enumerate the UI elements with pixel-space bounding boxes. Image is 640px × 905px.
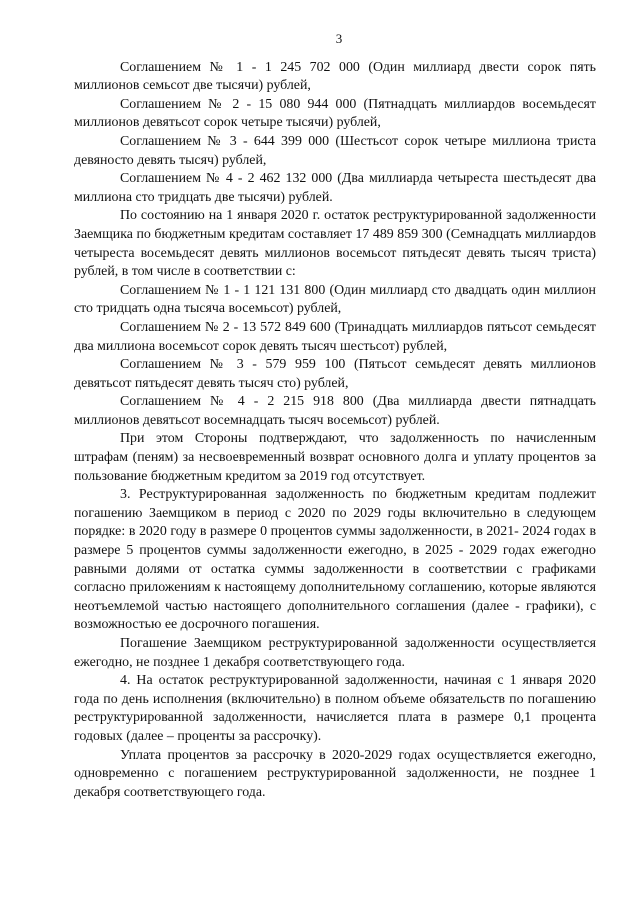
paragraph-agreement-2: Соглашением № 2 - 15 080 944 000 (Пятнадцать миллиардов восемьдесят миллионов девятьсот сорок четыре тысячи) рублей, — [74, 96, 596, 131]
paragraph-agreement-3: Соглашением № 3 - 644 399 000 (Шестьсот сорок четыре миллиона триста девяносто девять тысяч) рублей, — [74, 133, 596, 168]
paragraph-balance-agreement-3: Соглашением № 3 - 579 959 100 (Пятьсот семьдесят девять миллионов девятьсот пятьдесят девять тысяч сто) рублей, — [74, 357, 596, 391]
paragraph-repayment-deadline: Погашение Заемщиком реструктурированной задолженности осуществляется ежегодно, не позднее 1 декабря соответствующего года. — [74, 636, 596, 670]
paragraph-agreement-1: Соглашением № 1 - 1 245 702 000 (Один миллиард двести сорок пять миллионов семьсот две тысячи) рублей, — [74, 59, 596, 94]
paragraph-clause-4: 4. На остаток реструктурированной задолженности, начиная с 1 января 2020 года по день исполнения (включительно) в полном объеме обязательств по погашению реструктурированной задолженности, начисляется плата в размере 0,1 процента годовых (далее – проценты за рассрочку). — [74, 673, 596, 744]
paragraph-interest-payment: Уплата процентов за рассрочку в 2020-2029 годах осуществляется ежегодно, одновременно с погашением реструктурированной задолженности, не позднее 1 декабря соответствующего года. — [74, 747, 596, 800]
paragraph-agreement-4: Соглашением № 4 - 2 462 132 000 (Два миллиарда четыреста шестьдесят два миллиона сто тридцать две тысячи) рублей. — [74, 171, 596, 205]
page-number: 3 — [335, 31, 343, 46]
paragraph-clause-3: 3. Реструктурированная задолженность по бюджетным кредитам подлежит погашению Заемщиком в период с 2020 по 2029 годы включительно в следующем порядке: в 2020 году в размере 0 процентов суммы задолженности, в 2021- 2024 годах в размере 5 процентов суммы задолженности ежегодно, в 2025 - 2029 годах ежегодно равными долями от остатка суммы задолженности в соответствии с графиками согласно приложениям к настоящему дополнительному соглашению, которые являются неотъемлемой частью настоящего дополнительного соглашения (далее - графики), с возможностью ее досрочного погашения. — [74, 487, 596, 633]
paragraph-balance-agreement-4: Соглашением № 4 - 2 215 918 800 (Два миллиарда двести пятнадцать миллионов девятьсот восемнадцать тысяч восемьсот) рублей. — [74, 394, 596, 428]
paragraph-balance-agreement-2: Соглашением № 2 - 13 572 849 600 (Тринадцать миллиардов пятьсот семьдесят два миллиона восемьсот сорок девять тысяч шестьсот) рублей, — [74, 319, 596, 354]
paragraph-penalties: При этом Стороны подтверждают, что задолженность по начисленным штрафам (пеням) за несвоевременный возврат основного долга и уплату процентов за пользование бюджетным кредитом за 2019 год отсутствует. — [74, 431, 596, 484]
paragraph-balance-2020: По состоянию на 1 января 2020 г. остаток реструктурированной задолженности Заемщика по бюджетным кредитам составляет 17 489 859 300 (Семнадцать миллиардов четыреста восемьдесят девять миллионов восемьсот пятьдесят девять тысяч триста) рублей, в том числе в соответствии с: — [74, 208, 596, 280]
paragraph-balance-agreement-1: Соглашением № 1 - 1 121 131 800 (Один миллиард сто двадцать один миллион сто тридцать одна тысяча восемьсот) рублей, — [74, 282, 596, 317]
